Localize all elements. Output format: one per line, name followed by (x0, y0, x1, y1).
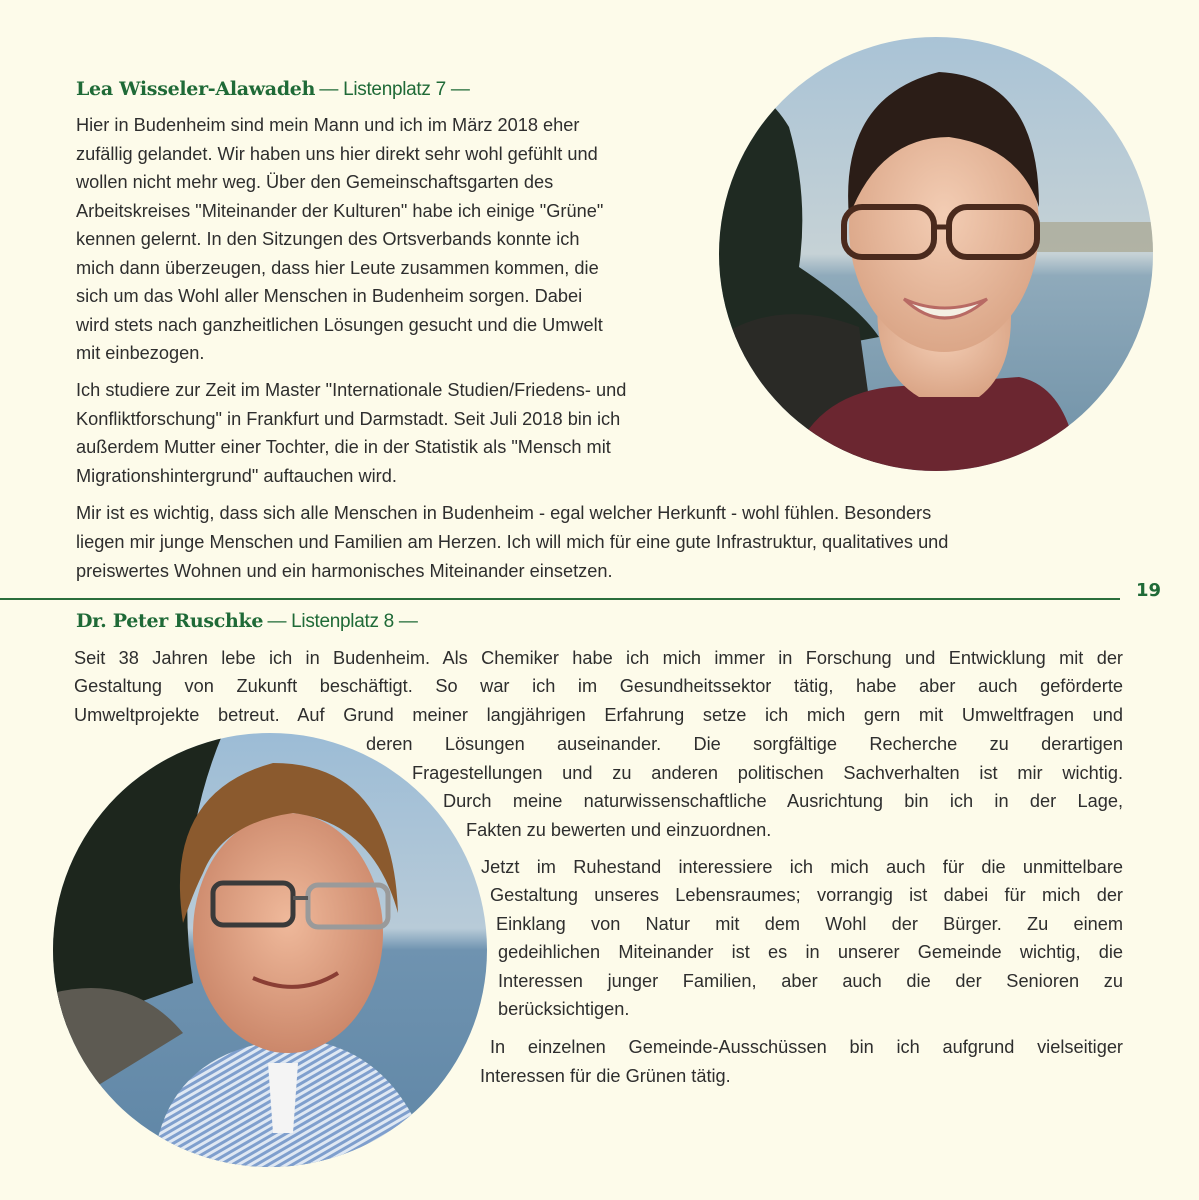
text-line: zufällig gelandet. Wir haben uns hier direkt sehr wohl gefühlt und (76, 144, 598, 164)
text-line: Ich studiere zur Zeit im Master "Internationale Studien/Friedens- und (76, 380, 627, 400)
text-line: Interessen für die Grünen tätig. (480, 1066, 731, 1086)
text-line: Migrationshintergrund" auftauchen wird. (76, 466, 397, 486)
candidate1-photo (719, 37, 1153, 471)
text-line: Mir ist es wichtig, dass sich alle Menschen in Budenheim - egal welcher Herkunft - wohl fühlen. Besonders (76, 503, 932, 523)
text-line: berücksichtigen. (498, 999, 630, 1019)
text-line: Umweltprojekte betreut. Auf Grund meiner langjährigen Erfahrung setze ich mich gern mit Umweltfragen und (74, 705, 1123, 725)
text-line: Durch meine naturwissenschaftliche Ausrichtung bin ich in der Lage, (443, 791, 1123, 811)
text-line: Fakten zu bewerten und einzuordnen. (466, 820, 772, 840)
text-line: preiswertes Wohnen und ein harmonisches Miteinander einsetzen. (76, 561, 613, 581)
text-line: deren Lösungen auseinander. Die sorgfältige Recherche zu derartigen (366, 734, 1123, 754)
text-line: Jetzt im Ruhestand interessiere ich mich auch für die unmittelbare (481, 857, 1123, 877)
text-line: wollen nicht mehr weg. Über den Gemeinschaftsgarten des (76, 172, 554, 192)
candidate2-heading (76, 610, 418, 633)
text-line: liegen mir junge Menschen und Familien am Herzen. Ich will mich für eine gute Infrastruktur, qualitatives und (76, 532, 949, 552)
page-number: 19 (1136, 580, 1162, 601)
candidate1-list-position: — Listenplatz 7 — (319, 79, 470, 100)
text-line: Interessen junger Familien, aber auch die der Senioren zu (498, 971, 1123, 991)
text-line: wird stets nach ganzheitlichen Lösungen gesucht und die Umwelt (76, 315, 603, 335)
text-line: Seit 38 Jahren lebe ich in Budenheim. Als Chemiker habe ich mich immer in Forschung und Entwicklung mit der (74, 648, 1123, 668)
portrait-man-image (53, 733, 487, 1167)
text-line: kennen gelernt. In den Sitzungen des Ortsverbands konnte ich (76, 229, 580, 249)
candidate1-heading (76, 78, 470, 101)
candidate2-photo (53, 733, 487, 1167)
text-line: mich dann überzeugen, dass hier Leute zusammen kommen, die (76, 258, 599, 278)
text-line: In einzelnen Gemeinde-Ausschüssen bin ich aufgrund vielseitiger (490, 1037, 1123, 1057)
section-divider (0, 598, 1120, 600)
candidate1-name: Lea Wisseler-Alawadeh (76, 78, 316, 100)
portrait-woman-image (719, 37, 1153, 471)
text-line: Arbeitskreises "Miteinander der Kulturen" habe ich einige "Grüne" (76, 201, 604, 221)
text-line: Hier in Budenheim sind mein Mann und ich im März 2018 eher (76, 115, 580, 135)
text-line: Konfliktforschung" in Frankfurt und Darmstadt. Seit Juli 2018 bin ich (76, 409, 621, 429)
text-line: gedeihlichen Miteinander ist es in unserer Gemeinde wichtig, die (498, 942, 1123, 962)
text-line: außerdem Mutter einer Tochter, die in der Statistik als "Mensch mit (76, 437, 611, 457)
text-line: Fragestellungen und zu anderen politischen Sachverhalten ist mir wichtig. (412, 763, 1123, 783)
text-line: Gestaltung von Zukunft beschäftigt. So war ich im Gesundheitssektor tätig, habe aber auch geförderte (74, 676, 1123, 696)
candidate2-list-position: — Listenplatz 8 — (267, 611, 418, 632)
text-line: Gestaltung unseres Lebensraumes; vorrangig ist dabei für mich der (490, 885, 1123, 905)
text-line: mit einbezogen. (76, 343, 205, 363)
text-line: sich um das Wohl aller Menschen in Budenheim sorgen. Dabei (76, 286, 583, 306)
candidate2-name: Dr. Peter Ruschke (76, 610, 264, 632)
text-line: Einklang von Natur mit dem Wohl der Bürger. Zu einem (496, 914, 1123, 934)
